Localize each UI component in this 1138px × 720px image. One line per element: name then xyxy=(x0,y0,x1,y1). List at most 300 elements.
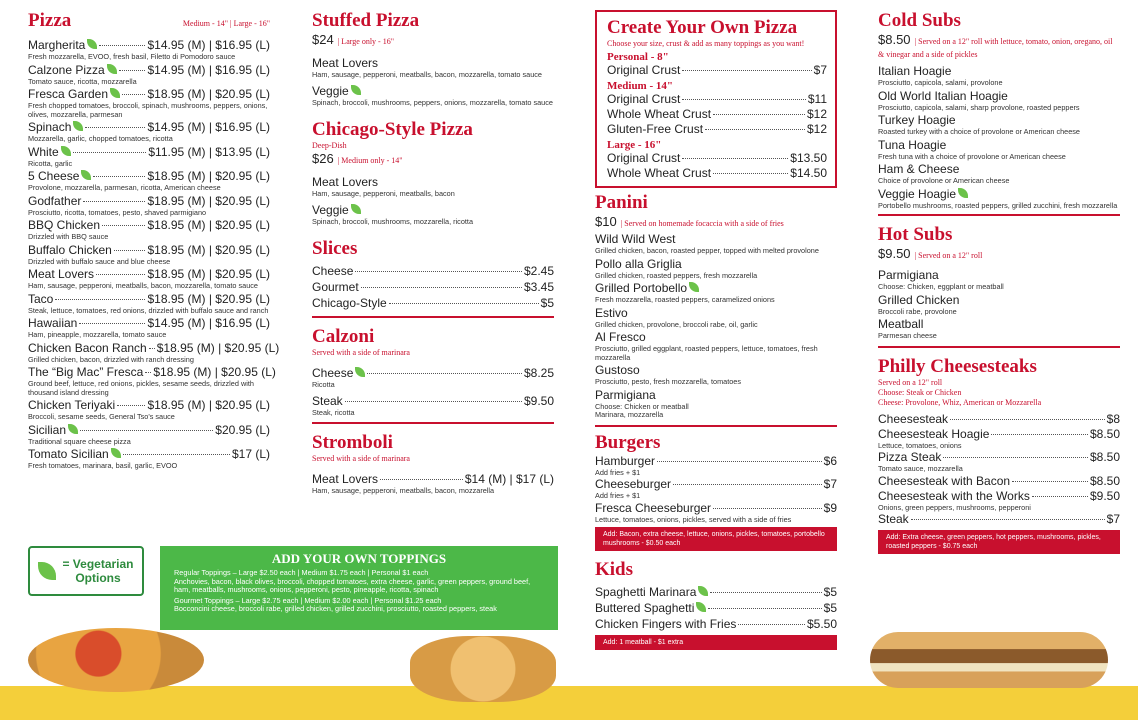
dot-leader xyxy=(682,158,788,159)
leaf-icon xyxy=(111,448,121,458)
item-price: $18.95 (M) | $20.95 (L) xyxy=(153,365,276,379)
menu-item xyxy=(28,447,270,471)
item-description: Prosciutto, capicola, salami, sharp provolone, roasted peppers xyxy=(878,102,1080,112)
menu-item xyxy=(595,585,837,600)
item-description: Steak, ricotta xyxy=(312,407,355,417)
item-name: Original Crust xyxy=(607,63,681,77)
pizza-photo xyxy=(28,628,204,692)
item-price: $8.25 xyxy=(523,366,554,380)
menu-item-row xyxy=(28,365,276,380)
item-description: Lettuce, tomatoes, onions xyxy=(878,440,962,450)
item-name: Gustoso xyxy=(595,363,640,377)
item-name: Cheesesteak xyxy=(878,411,949,426)
item-name: Original Crust xyxy=(607,92,681,106)
item-name: Meat Lovers xyxy=(28,267,95,281)
slices-title: Slices xyxy=(312,238,358,259)
item-description: Ham, sausage, pepperoni, meatballs, bacon, mozzarella, tomato sauce xyxy=(312,70,542,79)
menu-item xyxy=(607,166,827,181)
item-name: Veggie xyxy=(312,83,349,98)
menu-item xyxy=(878,474,1120,489)
menu-item-row xyxy=(28,87,270,102)
cold-subs-title: Cold Subs xyxy=(878,10,961,31)
item-description: Traditional square cheese pizza xyxy=(28,436,131,446)
menu-item xyxy=(595,281,837,305)
dot-leader xyxy=(367,373,522,374)
leaf-icon xyxy=(351,204,361,214)
item-name: The “Big Mac” Fresca xyxy=(28,365,144,379)
menu-item-row xyxy=(312,264,554,279)
hot-subs-note: | Served on a 12" roll xyxy=(914,251,983,260)
item-price: $12 xyxy=(806,122,827,136)
kids-add-bar: Add: 1 meatball - $1 extra xyxy=(595,635,837,650)
item-name: Gluten-Free Crust xyxy=(607,122,704,136)
item-name: Chicago-Style xyxy=(312,296,387,310)
menu-item xyxy=(607,63,827,78)
menu-item xyxy=(607,92,827,107)
dot-leader xyxy=(99,45,145,46)
item-description: Fresh tomatoes, marinara, basil, garlic, EVOO xyxy=(28,461,178,470)
item-name: Grilled Chicken xyxy=(878,292,960,307)
item-name: Meat Lovers xyxy=(312,56,379,70)
menu-item-row xyxy=(878,187,1120,202)
menu-item xyxy=(28,243,270,267)
menu-item xyxy=(595,601,837,616)
item-price: $18.95 (M) | $20.95 (L) xyxy=(147,169,270,183)
item-name: Veggie xyxy=(312,202,349,217)
item-price: $9 xyxy=(823,500,837,515)
item-description: Ham, sausage, pepperoni, meatballs, bacon, mozzarella xyxy=(312,486,495,495)
menu-item-row xyxy=(607,92,827,107)
menu-item-row xyxy=(878,512,1120,527)
item-price: $14.95 (M) | $16.95 (L) xyxy=(147,38,270,52)
toppings-gourmet: Gourmet Toppings – Large $2.75 each | Medium $2.00 each | Personal $1.25 each xyxy=(174,595,442,605)
menu-item xyxy=(28,38,270,62)
item-name: Steak xyxy=(878,512,909,526)
dot-leader xyxy=(1032,496,1088,497)
item-price: $14.95 (M) | $16.95 (L) xyxy=(147,316,270,330)
menu-item-row xyxy=(312,280,554,295)
stuffed-note: | Large only - 16" xyxy=(337,37,394,46)
item-description: Fresh mozzarella, roasted peppers, caramelized onions xyxy=(595,295,775,304)
item-name: Godfather xyxy=(28,193,82,208)
item-name: Pizza Steak xyxy=(878,450,942,464)
menu-item-row xyxy=(28,120,270,135)
menu-item-row xyxy=(28,169,270,184)
column-2 xyxy=(312,10,554,498)
item-name: Buttered Spaghetti xyxy=(595,601,695,615)
item-name: 5 Cheese xyxy=(28,169,80,183)
cyo-size-group xyxy=(607,92,827,137)
menu-item xyxy=(595,501,837,525)
item-description: Fresh chopped tomatoes, broccoli, spinach, mushrooms, peppers, onions, olives, mozzarella, parmesan xyxy=(28,101,268,119)
philly-sub3: Cheese: Provolone, Whiz, American or Mozzarella xyxy=(878,397,1042,407)
item-description: Drizzled with buffalo sauce and blue cheese xyxy=(28,256,171,266)
panini-title: Panini xyxy=(595,192,648,213)
item-price: $11 xyxy=(807,92,827,106)
dot-leader xyxy=(355,271,522,272)
item-name: Ham & Cheese xyxy=(878,162,960,176)
item-price: $7 xyxy=(813,63,827,77)
cyo-size-label: Personal - 8" xyxy=(607,51,669,63)
item-price: $3.45 xyxy=(523,280,554,294)
item-description: Broccoli, sesame seeds, General Tso's sauce xyxy=(28,412,175,421)
dot-leader xyxy=(122,94,145,95)
item-price: $14.50 xyxy=(790,166,827,180)
menu-item-row xyxy=(28,38,270,53)
item-description: Prosciutto, capicola, salami, provolone xyxy=(878,78,1003,87)
menu-item-row xyxy=(595,454,837,469)
menu-item xyxy=(312,296,554,311)
menu-item xyxy=(595,617,837,632)
dot-leader xyxy=(708,608,821,609)
menu-item xyxy=(312,280,554,295)
item-description: Ricotta, garlic xyxy=(28,158,73,168)
chicago-title: Chicago-Style Pizza xyxy=(312,119,473,140)
item-description: Spinach, broccoli, mushrooms, mozzarella, ricotta xyxy=(312,216,473,226)
menu-item-row xyxy=(595,330,837,345)
menu-item-row xyxy=(607,122,827,137)
item-name: Grilled Portobello xyxy=(595,281,688,295)
dot-leader xyxy=(713,173,788,174)
dot-leader xyxy=(73,152,147,153)
item-name: Cheese xyxy=(312,366,354,380)
leaf-icon xyxy=(696,602,706,612)
item-description: Provolone, mozzarella, parmesan, ricotta, American cheese xyxy=(28,183,221,192)
menu-item xyxy=(28,316,270,340)
menu-item-row xyxy=(878,450,1120,465)
menu-item xyxy=(878,268,1120,292)
dot-leader xyxy=(673,484,822,485)
item-name: Cheese xyxy=(312,264,354,278)
menu-item-row xyxy=(607,151,827,166)
item-price: $9.50 xyxy=(1089,488,1120,503)
menu-item xyxy=(878,162,1120,186)
menu-item-row xyxy=(28,340,280,356)
menu-item xyxy=(878,138,1120,162)
toppings-panel xyxy=(160,546,558,630)
dot-leader xyxy=(80,430,213,431)
item-description: Add fries + $1 xyxy=(595,491,641,500)
cyo-size-group xyxy=(607,63,827,78)
leaf-icon xyxy=(38,562,56,580)
dot-leader xyxy=(55,299,145,300)
dot-leader xyxy=(738,624,805,625)
menu-item xyxy=(312,175,554,199)
leaf-icon xyxy=(958,188,968,198)
philly-title: Philly Cheesesteaks xyxy=(878,355,1037,377)
menu-item xyxy=(28,340,280,365)
dot-leader xyxy=(705,129,805,130)
menu-item-row xyxy=(595,388,837,403)
menu-item-row xyxy=(878,489,1120,504)
veg-legend-line1: = Vegetarian xyxy=(62,557,134,571)
item-price: $5 xyxy=(823,585,837,599)
leaf-icon xyxy=(61,146,71,156)
menu-item xyxy=(595,232,837,256)
item-description: Parmesan cheese xyxy=(878,331,937,340)
dot-leader xyxy=(710,592,821,593)
dot-leader xyxy=(389,303,539,304)
item-name: Meat Lovers xyxy=(312,472,379,486)
menu-item-row xyxy=(878,474,1120,489)
menu-item-row xyxy=(878,89,1120,104)
item-name: Meat Lovers xyxy=(312,175,379,189)
toppings-regular: Regular Toppings – Large $2.50 each | Medium $1.75 each | Personal $1 each xyxy=(174,568,429,577)
item-name: Spaghetti Marinara xyxy=(595,585,697,599)
dot-leader xyxy=(102,225,145,226)
divider xyxy=(878,346,1120,348)
item-price: $18.95 (M) | $20.95 (L) xyxy=(147,193,270,208)
stuffed-price: $24 xyxy=(312,32,334,47)
leaf-icon xyxy=(689,282,699,292)
menu-item-row xyxy=(28,145,270,160)
calzoni-sub: Served with a side of marinara xyxy=(312,348,410,357)
menu-item-row xyxy=(28,292,270,307)
item-name: Gourmet xyxy=(312,280,359,294)
item-price: $18.95 (M) | $20.95 (L) xyxy=(147,87,270,101)
menu-item xyxy=(607,151,827,166)
calzoni-title: Calzoni xyxy=(312,326,375,347)
column-4 xyxy=(878,10,1120,554)
item-name: Hamburger xyxy=(595,453,656,468)
leaf-icon xyxy=(107,64,117,74)
menu-item xyxy=(28,169,270,193)
dot-leader xyxy=(1012,481,1088,482)
item-name: Cheesesteak with Bacon xyxy=(878,473,1011,488)
menu-item xyxy=(595,388,837,420)
pizza-sizes: Medium - 14" | Large - 16" xyxy=(182,19,270,28)
item-description: Drizzled with BBQ sauce xyxy=(28,232,109,241)
cyo-size-label: Medium - 14" xyxy=(607,80,673,92)
item-price: $9.50 xyxy=(523,393,554,408)
item-description: Lettuce, tomatoes, onions, pickles, served with a side of fries xyxy=(595,514,792,524)
menu-item-row xyxy=(595,257,837,272)
item-description: Grilled chicken, bacon, roasted pepper, topped with melted provolone xyxy=(595,246,819,255)
cyo-size-label: Large - 16" xyxy=(607,139,662,151)
menu-item-row xyxy=(595,363,837,378)
chicago-note: | Medium only - 14" xyxy=(337,156,403,165)
item-description: Grilled chicken, bacon, drizzled with ranch dressing xyxy=(28,354,194,364)
stuffed-title: Stuffed Pizza xyxy=(312,10,420,31)
menu-item xyxy=(28,120,270,144)
item-description: Choose: Chicken or meatball xyxy=(595,401,689,411)
dot-leader xyxy=(911,519,1105,520)
hot-subs-price: $9.50 xyxy=(878,246,911,261)
dot-leader xyxy=(950,419,1105,420)
divider xyxy=(595,425,837,427)
item-price: $14.95 (M) | $16.95 (L) xyxy=(147,62,270,77)
menu-item-row xyxy=(28,267,270,282)
menu-item xyxy=(312,84,554,108)
pizza-section xyxy=(28,10,280,472)
menu-item xyxy=(878,64,1120,88)
menu-item xyxy=(312,264,554,279)
menu-item xyxy=(595,477,837,501)
item-name: Chicken Bacon Ranch xyxy=(28,340,147,355)
item-description: Tomato sauce, mozzarella xyxy=(878,464,963,473)
item-description: Roasted turkey with a choice of provolone or American cheese xyxy=(878,127,1080,136)
dot-leader xyxy=(380,479,463,480)
item-price: $13.50 xyxy=(790,151,827,165)
menu-item-row xyxy=(607,166,827,181)
menu-item-row xyxy=(595,601,837,616)
menu-item-row xyxy=(878,427,1120,442)
item-description: Ground beef, lettuce, red onions, pickles, sesame seeds, drizzled with thousand island dressing xyxy=(28,379,254,397)
item-name: Meatball xyxy=(878,317,924,331)
menu-item-row xyxy=(28,447,270,462)
menu-item xyxy=(878,317,1120,341)
leaf-icon xyxy=(355,367,365,377)
menu-item xyxy=(878,412,1120,427)
panini-price: $10 xyxy=(595,214,617,229)
item-description: Ham, sausage, pepperoni, meatballs, bacon, mozzarella, tomato sauce xyxy=(28,281,258,290)
menu-item-row xyxy=(878,412,1120,427)
menu-item-row xyxy=(595,617,837,632)
item-name: Whole Wheat Crust xyxy=(607,107,712,121)
menu-item xyxy=(28,365,276,397)
menu-item-row xyxy=(28,194,270,209)
item-name: Margherita xyxy=(28,38,86,52)
item-description: Onions, green peppers, mushrooms, pepperoni xyxy=(878,502,1031,512)
menu-item-row xyxy=(595,501,837,516)
vegetarian-legend xyxy=(28,546,144,596)
leaf-icon xyxy=(81,170,91,180)
menu-item-row xyxy=(878,293,1120,308)
item-price: $5 xyxy=(823,601,837,615)
item-price: $12 xyxy=(806,107,827,121)
menu-item-row xyxy=(312,203,554,218)
item-name: Tomato Sicilian xyxy=(28,447,109,461)
item-price: $14.95 (M) | $16.95 (L) xyxy=(147,120,270,134)
dot-leader xyxy=(96,274,145,275)
item-description: Spinach, broccoli, mushrooms, peppers, onions, mozzarella, tomato sauce xyxy=(312,97,553,107)
menu-item-row xyxy=(28,243,270,258)
menu-item-row xyxy=(607,63,827,78)
item-name: Al Fresco xyxy=(595,330,646,344)
divider xyxy=(312,422,554,424)
menu-item-row xyxy=(312,394,554,409)
garlic-knots-photo xyxy=(410,636,556,702)
item-name: Italian Hoagie xyxy=(878,64,952,78)
item-description: Marinara, mozzarella xyxy=(595,410,664,419)
dot-leader xyxy=(117,405,145,406)
item-description: Add fries + $1 xyxy=(595,467,641,477)
dot-leader xyxy=(149,348,155,349)
item-price: $18.95 (M) | $20.95 (L) xyxy=(156,340,280,355)
dot-leader xyxy=(145,372,151,373)
pizza-title: Pizza xyxy=(28,10,72,31)
dot-leader xyxy=(123,454,230,455)
menu-item-row xyxy=(595,306,837,321)
menu-item-row xyxy=(312,175,554,190)
item-name: Chicken Teriyaki xyxy=(28,398,116,412)
menu-item xyxy=(28,145,270,169)
item-name: Original Crust xyxy=(607,151,681,165)
chicago-sub: Deep-Dish xyxy=(312,141,347,150)
dot-leader xyxy=(119,70,146,71)
menu-item xyxy=(28,292,270,316)
cheesesteak-photo xyxy=(870,632,1108,688)
menu-item xyxy=(595,363,837,387)
menu-item-row xyxy=(607,107,827,122)
cyo-sub: Choose your size, crust & add as many toppings as you want! xyxy=(607,39,805,48)
philly-sub2: Choose: Steak or Chicken xyxy=(878,387,962,397)
leaf-icon xyxy=(698,586,708,596)
item-description: Broccoli rabe, provolone xyxy=(878,306,957,316)
menu-item xyxy=(878,427,1120,451)
menu-item-row xyxy=(312,84,554,99)
cyo-title: Create Your Own Pizza xyxy=(607,17,798,38)
menu-item xyxy=(28,63,270,87)
item-name: Pollo alla Griglia xyxy=(595,256,682,271)
item-price: $2.45 xyxy=(523,264,554,278)
item-description: Steak, lettuce, tomatoes, red onions, drizzled with buffalo sauce and ranch xyxy=(28,305,269,315)
menu-item xyxy=(878,293,1120,317)
item-name: Cheesesteak with the Works xyxy=(878,488,1030,503)
menu-item xyxy=(607,107,827,122)
leaf-icon xyxy=(68,424,78,434)
item-description: Tomato sauce, ricotta, mozzarella xyxy=(28,76,137,86)
menu-item-row xyxy=(878,64,1120,79)
item-price: $8.50 xyxy=(1089,450,1120,464)
item-name: Fresca Cheeseburger xyxy=(595,500,712,515)
create-your-own-box xyxy=(595,10,837,188)
menu-item-row xyxy=(28,218,270,233)
burgers-add-bar: Add: Bacon, extra cheese, lettuce, onions, pickles, tomatoes, portobello mushrooms - $0.50 each xyxy=(595,527,837,551)
item-price: $6 xyxy=(823,453,837,468)
philly-add-bar: Add: Extra cheese, green peppers, hot peppers, mushrooms, pickles, roasted peppers - $0.75 each xyxy=(878,530,1120,554)
dot-leader xyxy=(79,323,145,324)
item-price: $8.50 xyxy=(1089,426,1120,441)
item-name: Spinach xyxy=(28,120,72,134)
menu-item-row xyxy=(595,281,837,296)
item-name: Hawaiian xyxy=(28,316,78,330)
menu-item-row xyxy=(878,113,1120,128)
item-name: Old World Italian Hoagie xyxy=(878,88,1008,103)
menu-item xyxy=(595,330,837,362)
item-name: Calzone Pizza xyxy=(28,62,105,77)
menu-item xyxy=(28,267,270,291)
leaf-icon xyxy=(110,88,120,98)
leaf-icon xyxy=(73,121,83,131)
item-price: $18.95 (M) | $20.95 (L) xyxy=(147,291,270,306)
item-description: Fresh mozzarella, EVOO, fresh basil, Filetto di Pomodoro sauce xyxy=(28,52,236,61)
item-name: Taco xyxy=(28,291,54,306)
dot-leader xyxy=(682,99,806,100)
menu-item xyxy=(28,423,270,447)
item-name: Whole Wheat Crust xyxy=(607,166,712,180)
dot-leader xyxy=(713,114,805,115)
dot-leader xyxy=(83,201,145,202)
menu-item-row xyxy=(878,138,1120,153)
menu-item xyxy=(28,194,270,218)
dot-leader xyxy=(991,434,1088,435)
item-name: Turkey Hoagie xyxy=(878,113,956,127)
item-name: Steak xyxy=(312,393,343,408)
leaf-icon xyxy=(87,39,97,49)
item-price: $11.95 (M) | $13.95 (L) xyxy=(148,144,270,159)
menu-item xyxy=(595,257,837,281)
stromboli-title: Stromboli xyxy=(312,432,393,453)
menu-item xyxy=(595,454,837,478)
cyo-size-group xyxy=(607,151,827,181)
item-description: Prosciutto, pesto, fresh mozzarella, tomatoes xyxy=(595,377,742,386)
menu-item xyxy=(28,87,270,119)
item-price: $7 xyxy=(1106,512,1120,526)
item-name: Fresca Garden xyxy=(28,87,109,101)
item-description: Mozzarella, garlic, chopped tomatoes, ricotta xyxy=(28,134,173,143)
item-price: $20.95 (L) xyxy=(215,422,270,437)
